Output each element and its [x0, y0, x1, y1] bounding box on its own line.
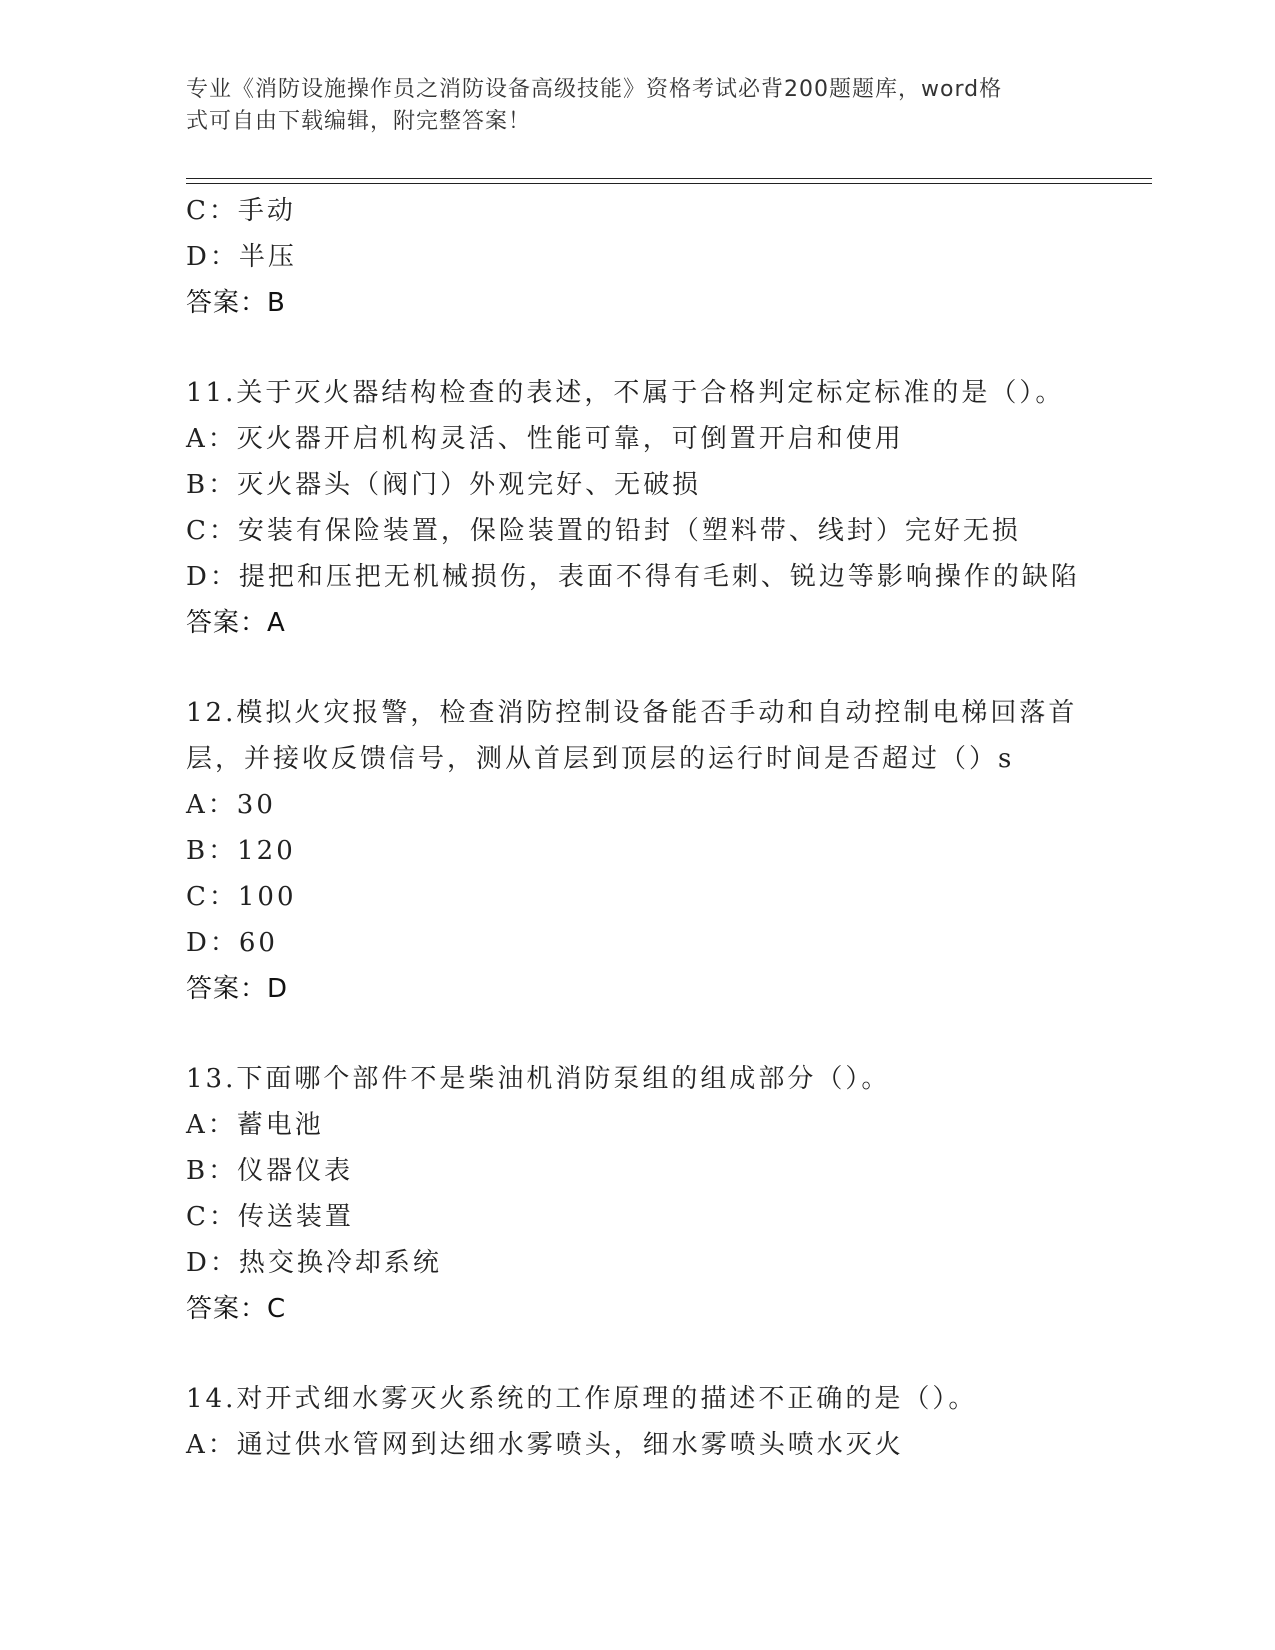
option-c: C：安装有保险装置，保险装置的铅封（塑料带、线封）完好无损: [186, 516, 1021, 546]
header-line-1: 专业《消防设施操作员之消防设备高级技能》资格考试必背200题题库，word格: [186, 77, 1003, 102]
question-stem: 14.对开式细水雾灭火系统的工作原理的描述不正确的是（）。: [186, 1384, 978, 1414]
question-stem-line-2: 层，并接收反馈信号，测从首层到顶层的运行时间是否超过（）s: [186, 744, 1015, 774]
spacer: [186, 1332, 1086, 1376]
option-d: D：提把和压把无机械损伤，表面不得有毛刺、锐边等影响操作的缺陷: [186, 562, 1080, 592]
option-b: B：120: [186, 836, 296, 866]
option-b: B：仪器仪表: [186, 1156, 354, 1186]
option-c: C：100: [186, 882, 297, 912]
question-continued: [186, 188, 1086, 326]
header-divider-bottom: [186, 183, 1152, 184]
option-c: C：手动: [186, 196, 296, 226]
answer-line: 答案：A: [186, 608, 286, 638]
answer-line: 答案：B: [186, 288, 286, 318]
header-divider-top: [186, 178, 1152, 179]
option-a: A：灭火器开启机构灵活、性能可靠，可倒置开启和使用: [186, 424, 904, 454]
option-a: A：30: [186, 790, 276, 820]
option-c: C：传送装置: [186, 1202, 354, 1232]
answer-line: 答案：C: [186, 1294, 287, 1324]
question-stem: 11.关于灭火器结构检查的表述，不属于合格判定标定标准的是（）。: [186, 378, 1065, 408]
question-13: [186, 1056, 1086, 1332]
header-line-2: 式可自由下载编辑，附完整答案！: [186, 109, 532, 134]
option-b: B：灭火器头（阀门）外观完好、无破损: [186, 470, 702, 500]
spacer: [186, 1012, 1086, 1056]
question-list: [186, 188, 1086, 1468]
option-d: D：60: [186, 928, 278, 958]
spacer: [186, 646, 1086, 690]
document-header: [186, 74, 1066, 138]
question-14: [186, 1376, 1086, 1468]
option-d: D：热交换冷却系统: [186, 1248, 442, 1278]
option-a: A：蓄电池: [186, 1110, 324, 1140]
spacer: [186, 326, 1086, 370]
question-stem-line-1: 12.模拟火灾报警，检查消防控制设备能否手动和自动控制电梯回落首: [186, 698, 1078, 728]
option-a: A：通过供水管网到达细水雾喷头，细水雾喷头喷水灭火: [186, 1430, 904, 1460]
option-d: D：半压: [186, 242, 297, 272]
answer-line: 答案：D: [186, 974, 289, 1004]
question-11: [186, 370, 1086, 646]
question-stem: 13.下面哪个部件不是柴油机消防泵组的组成部分（）。: [186, 1064, 891, 1094]
question-12: [186, 690, 1086, 1012]
